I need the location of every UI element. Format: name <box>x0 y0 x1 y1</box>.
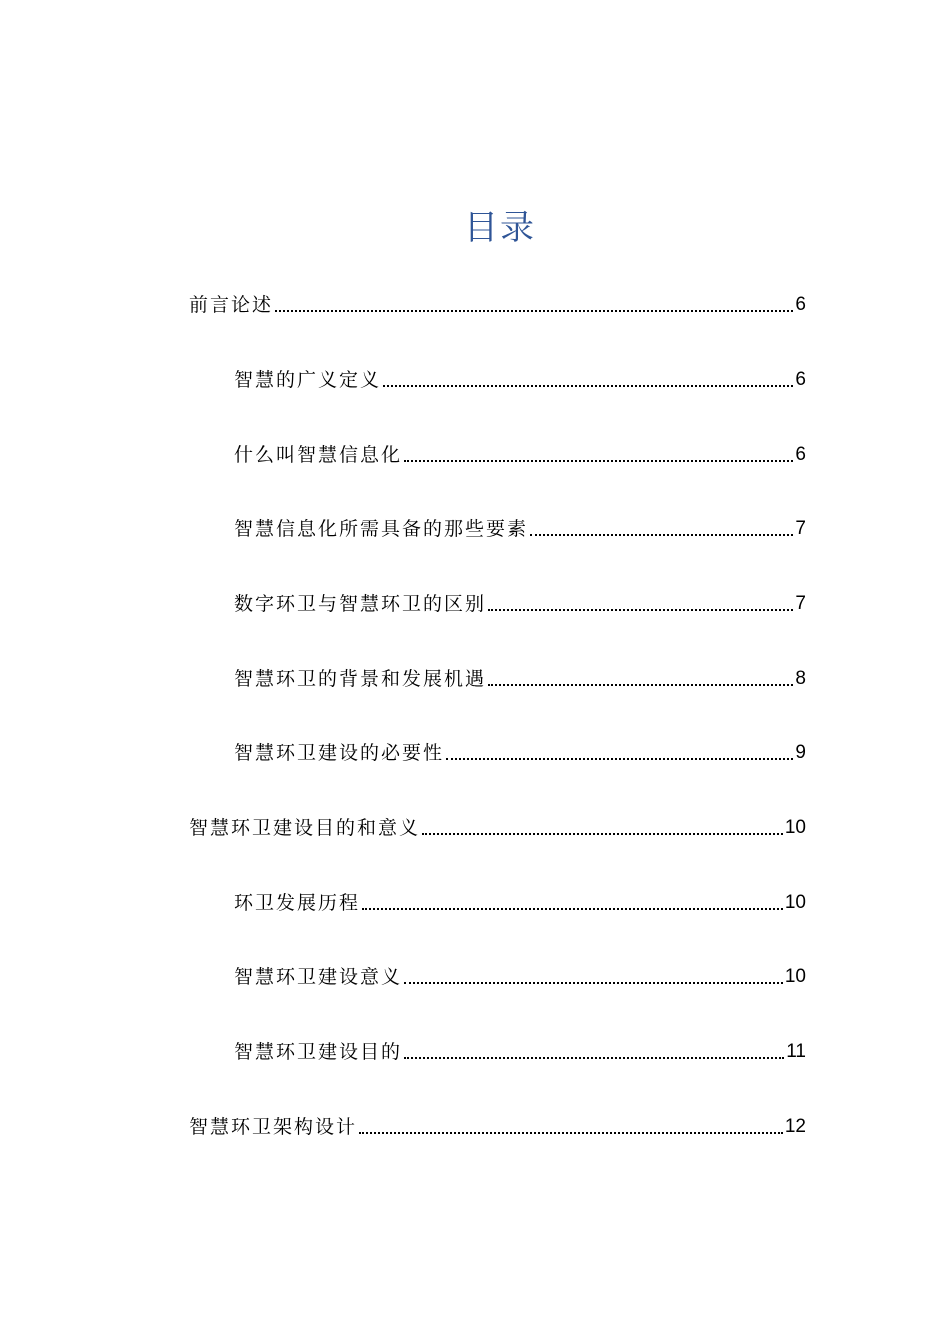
toc-dot-leader <box>359 1132 783 1134</box>
toc-page-number: 12 <box>784 1116 806 1137</box>
toc-entry[interactable] <box>234 440 806 470</box>
toc-entry[interactable] <box>189 813 806 843</box>
toc-entry-text: 数字环卫与智慧环卫的区别 <box>234 593 487 615</box>
toc-entry[interactable] <box>234 664 806 694</box>
toc-dot-leader <box>404 1057 784 1059</box>
toc-entry-text: 环卫发展历程 <box>234 892 361 914</box>
toc-entry-text: 智慧环卫架构设计 <box>189 1116 358 1138</box>
toc-page-number: 10 <box>784 817 806 838</box>
toc-page-number: 7 <box>795 593 806 614</box>
toc-page-number: 8 <box>795 668 806 689</box>
toc-dot-leader <box>488 684 793 686</box>
toc-page-number: 10 <box>784 966 806 987</box>
toc-page-number: 9 <box>795 742 806 763</box>
toc-dot-leader <box>530 534 793 536</box>
toc-entry-text: 智慧环卫的背景和发展机遇 <box>234 668 487 690</box>
toc-entry[interactable] <box>234 962 806 992</box>
toc-entry-text: 前言论述 <box>189 294 274 316</box>
toc-entry-text: 智慧环卫建设目的和意义 <box>189 817 421 839</box>
toc-entry[interactable] <box>234 888 806 918</box>
toc-entry-text: 智慧环卫建设意义 <box>234 966 403 988</box>
toc-entry[interactable] <box>189 1112 806 1142</box>
toc-entry[interactable] <box>234 589 806 619</box>
toc-dot-leader <box>404 982 783 984</box>
toc-entry[interactable] <box>234 1037 806 1067</box>
toc-entry-text: 智慧的广义定义 <box>234 369 382 391</box>
toc-dot-leader <box>488 609 793 611</box>
toc-page-number: 6 <box>795 294 806 315</box>
toc-entry-text: 智慧信息化所需具备的那些要素 <box>234 518 529 540</box>
toc-page-number: 7 <box>795 518 806 539</box>
toc-title: 目录 <box>464 208 536 248</box>
toc-entry[interactable] <box>234 365 806 395</box>
toc-dot-leader <box>404 460 793 462</box>
toc-entry-text: 智慧环卫建设的必要性 <box>234 742 445 764</box>
toc-entry-text: 智慧环卫建设目的 <box>234 1041 403 1063</box>
toc-entry[interactable] <box>234 738 806 768</box>
toc-dot-leader <box>422 833 783 835</box>
toc-dot-leader <box>383 385 793 387</box>
toc-dot-leader <box>362 908 783 910</box>
toc-dot-leader <box>446 758 793 760</box>
toc-page-number: 6 <box>795 369 806 390</box>
toc-dot-leader <box>275 310 793 312</box>
toc-entry[interactable] <box>189 290 806 320</box>
toc-entry[interactable] <box>234 514 806 544</box>
toc-entry-text: 什么叫智慧信息化 <box>234 444 403 466</box>
toc-page-number: 10 <box>784 892 806 913</box>
toc-page-number: 6 <box>795 444 806 465</box>
toc-page-number: 11 <box>786 1041 806 1062</box>
